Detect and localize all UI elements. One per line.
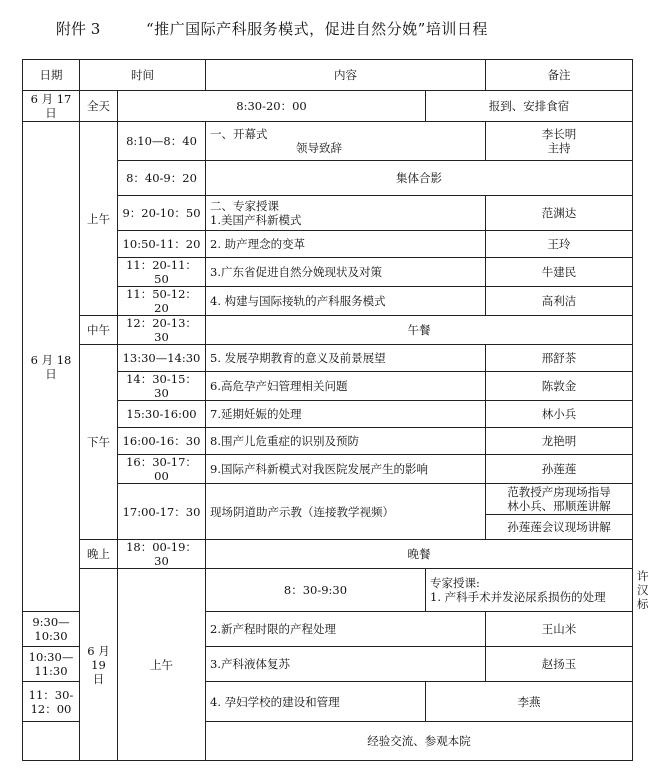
content-cell: 5. 发展孕期教育的意义及前景展望: [206, 345, 486, 372]
note-cell: 范渊达: [486, 196, 633, 231]
content-cell: 专家授课: 1. 产科手术并发泌尿系损伤的处理: [426, 569, 633, 612]
content-cell: 6.高危孕产妇管理相关问题: [206, 372, 486, 401]
header-note: 备注: [486, 60, 633, 91]
note-cell: 高利洁: [486, 287, 633, 316]
content-cell: 一、开幕式 领导致辞: [206, 122, 486, 161]
content-cell: 9.国际产科新模式对我医院发展产生的影响: [206, 455, 486, 484]
table-row: [23, 316, 633, 345]
content-cell: 8.围产儿危重症的识别及预防: [206, 428, 486, 455]
note-cell: 李长明 主持: [486, 122, 633, 161]
time-cell: 16:00-16：30: [118, 428, 206, 455]
time-cell: 9:30—10:30: [23, 612, 80, 647]
time-cell: 18：00-19：30: [118, 540, 206, 569]
period-cell: 上午: [118, 569, 206, 761]
time-cell: 11：20-11：50: [118, 258, 206, 287]
note-cell: 王山米: [486, 612, 633, 647]
header-date: 日期: [23, 60, 80, 91]
table-header-row: [23, 60, 633, 91]
header-time: 时间: [80, 60, 206, 91]
time-cell: 8:30-20：00: [118, 91, 426, 122]
time-cell: 8:10—8：40: [118, 122, 206, 161]
content-cell: 3.广东省促进自然分娩现状及对策: [206, 258, 486, 287]
content-cell: 晚餐: [206, 540, 633, 569]
note-cell: 李燕: [426, 682, 633, 722]
time-cell: 11：50-12：20: [118, 287, 206, 316]
schedule-table: [22, 59, 649, 761]
content-cell: 2. 助产理念的变革: [206, 231, 486, 258]
note-cell: 邢舒茶: [486, 345, 633, 372]
time-cell: 12：20-13：30: [118, 316, 206, 345]
note-cell: 范教授产房现场指导 林小兵、邢顺莲讲解: [486, 484, 633, 515]
period-cell: 全天: [80, 91, 118, 122]
note-cell: 陈敦金: [486, 372, 633, 401]
attachment-label: 附件 3: [56, 20, 101, 38]
content-cell: 经验交流、参观本院: [206, 722, 633, 761]
table-row: [23, 345, 633, 372]
date-cell: 6 月 19 日: [80, 569, 118, 761]
content-cell: 现场阴道助产示教（连接教学视频）: [206, 484, 486, 540]
note-cell: 孙莲莲会议现场讲解: [486, 515, 633, 540]
content-cell: 午餐: [206, 316, 633, 345]
time-cell: 13:30—14:30: [118, 345, 206, 372]
content-cell: 7.延期妊娠的处理: [206, 401, 486, 428]
content-cell: 2.新产程时限的产程处理: [206, 612, 486, 647]
table-row: [23, 122, 633, 161]
time-cell: 11：30-12：00: [23, 682, 80, 722]
document-title: “推广国际产科服务模式，促进自然分娩”培训日程: [146, 20, 488, 38]
time-cell: 16：30-17：00: [118, 455, 206, 484]
period-cell: 上午: [80, 122, 118, 316]
content-cell: 二、专家授课 1.美国产科新模式: [206, 196, 486, 231]
note-cell: 林小兵: [486, 401, 633, 428]
document-header: [0, 14, 653, 42]
content-cell: 报到、安排食宿: [426, 91, 633, 122]
time-cell: 8：40-9：20: [118, 161, 206, 196]
note-cell: 孙莲莲: [486, 455, 633, 484]
time-cell: 10:30—11:30: [23, 647, 80, 682]
period-cell: 下午: [80, 345, 118, 540]
time-cell: 14：30-15：30: [118, 372, 206, 401]
note-cell: 王玲: [486, 231, 633, 258]
time-cell: [23, 722, 80, 761]
period-cell: 中午: [80, 316, 118, 345]
time-cell: 15:30-16:00: [118, 401, 206, 428]
note-cell: 牛建民: [486, 258, 633, 287]
content-cell: 集体合影: [206, 161, 633, 196]
time-cell: 8：30-9:30: [206, 569, 426, 612]
content-cell: 4. 孕妇学校的建设和管理: [206, 682, 426, 722]
table-row: [23, 540, 633, 569]
time-cell: 17:00-17：30: [118, 484, 206, 540]
table-row: 6 月 19 日 上午 8：30-9:30 专家授课: 1. 产科手术并发泌尿系损伤的处理 许汉标: [23, 569, 633, 612]
note-cell: 龙艳明: [486, 428, 633, 455]
date-cell: 6 月 17 日: [23, 91, 80, 122]
date-cell: 6 月 18 日: [23, 122, 80, 612]
period-cell: 晚上: [80, 540, 118, 569]
time-cell: 9：20-10：50: [118, 196, 206, 231]
content-cell: 3.产科液体复苏: [206, 647, 486, 682]
header-content: 内容: [206, 60, 486, 91]
time-cell: 10:50-11：20: [118, 231, 206, 258]
table-row: [23, 91, 633, 122]
content-cell: 4. 构建与国际接轨的产科服务模式: [206, 287, 486, 316]
note-cell: 赵扬玉: [486, 647, 633, 682]
